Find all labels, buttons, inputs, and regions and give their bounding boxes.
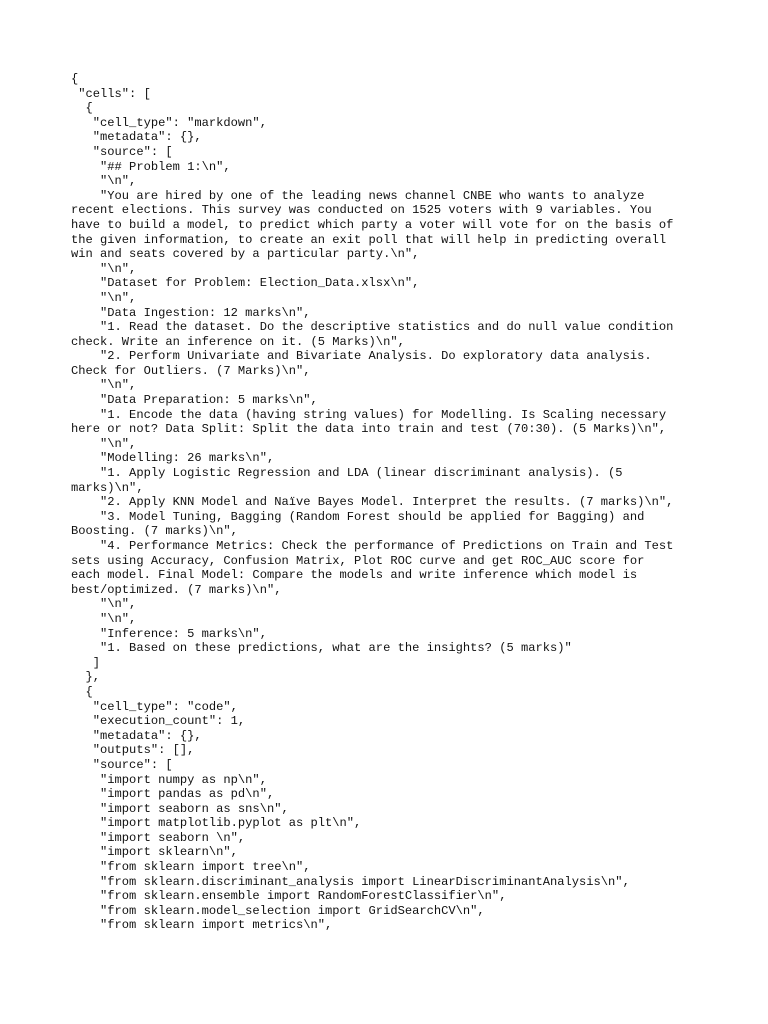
text-line: each model. Final Model: Compare the models and write inference which model is [71,568,638,583]
text-line: "2. Apply KNN Model and Naïve Bayes Model. Interpret the results. (7 marks)\n", [71,495,674,510]
text-line: "1. Read the dataset. Do the descriptive statistics and do null value condition [71,320,674,335]
text-line: "from sklearn import metrics\n", [71,918,333,933]
text-line: "\n", [71,261,137,276]
text-line: "cell_type": "code", [71,699,238,714]
text-line: "\n", [71,436,137,451]
text-line: "from sklearn import tree\n", [71,860,311,875]
text-line: "import sklearn\n", [71,845,238,860]
text-line: "1. Apply Logistic Regression and LDA (linear discriminant analysis). (5 [71,466,623,481]
text-line: { [71,684,93,699]
text-line: best/optimized. (7 marks)\n", [71,582,282,597]
text-line: "import pandas as pd\n", [71,787,275,802]
text-line: { [71,101,93,116]
text-line: have to build a model, to predict which party a voter will vote for on the basis of [71,217,674,232]
text-line: win and seats covered by a particular party.\n", [71,247,420,262]
text-line: "import matplotlib.pyplot as plt\n", [71,816,362,831]
text-line: marks)\n", [71,480,144,495]
text-line: "Inference: 5 marks\n", [71,626,267,641]
text-line: "\n", [71,174,137,189]
text-line: "Dataset for Problem: Election_Data.xlsx\n", [71,276,420,291]
document-page [71,72,701,933]
text-line: "execution_count": 1, [71,714,246,729]
text-line: "from sklearn.discriminant_analysis import LinearDiscriminantAnalysis\n", [71,874,630,889]
text-line: "1. Based on these predictions, what are the insights? (5 marks)" [71,641,572,656]
text-line: recent elections. This survey was conducted on 1525 voters with 9 variables. You [71,203,652,218]
text-line: Check for Outliers. (7 Marks)\n", [71,363,311,378]
text-line: "outputs": [], [71,743,195,758]
text-line: "2. Perform Univariate and Bivariate Analysis. Do exploratory data analysis. [71,349,652,364]
text-line: here or not? Data Split: Split the data into train and test (70:30). (5 Marks)\n", [71,422,667,437]
text-line: Boosting. (7 marks)\n", [71,524,238,539]
text-line: "Data Preparation: 5 marks\n", [71,393,318,408]
text-line: "Data Ingestion: 12 marks\n", [71,305,311,320]
text-line: "Modelling: 26 marks\n", [71,451,275,466]
text-line: "\n", [71,611,137,626]
text-line: "cell_type": "markdown", [71,115,267,130]
text-line: "\n", [71,378,137,393]
text-line: "\n", [71,597,137,612]
text-line: "source": [ [71,757,173,772]
text-line: "import numpy as np\n", [71,772,267,787]
text-line: "import seaborn as sns\n", [71,801,289,816]
text-line: "from sklearn.model_selection import GridSearchCV\n", [71,903,485,918]
text-line: "source": [ [71,144,173,159]
text-line: "4. Performance Metrics: Check the performance of Predictions on Train and Test [71,539,674,553]
text-line: { [71,72,79,86]
text-line: "## Problem 1:\n", [71,159,231,174]
text-line: the given information, to create an exit poll that will help in predicting overall [71,232,667,247]
text-line: "import seaborn \n", [71,830,246,845]
text-line: "You are hired by one of the leading news channel CNBE who wants to analyze [71,188,645,203]
text-line: "metadata": {}, [71,728,202,743]
text-line: "metadata": {}, [71,130,202,145]
text-line: "cells": [ [71,86,151,101]
text-line: "from sklearn.ensemble import RandomForestClassifier\n", [71,889,507,904]
text-line: check. Write an inference on it. (5 Marks)\n", [71,334,405,349]
text-line: }, [71,670,101,685]
text-line: "3. Model Tuning, Bagging (Random Forest should be applied for Bagging) and [71,509,645,524]
text-line: "\n", [71,290,137,305]
text-line: "1. Encode the data (having string values) for Modelling. Is Scaling necessary [71,407,667,422]
text-line: ] [71,655,101,670]
text-line: sets using Accuracy, Confusion Matrix, Plot ROC curve and get ROC_AUC score for [71,553,645,568]
